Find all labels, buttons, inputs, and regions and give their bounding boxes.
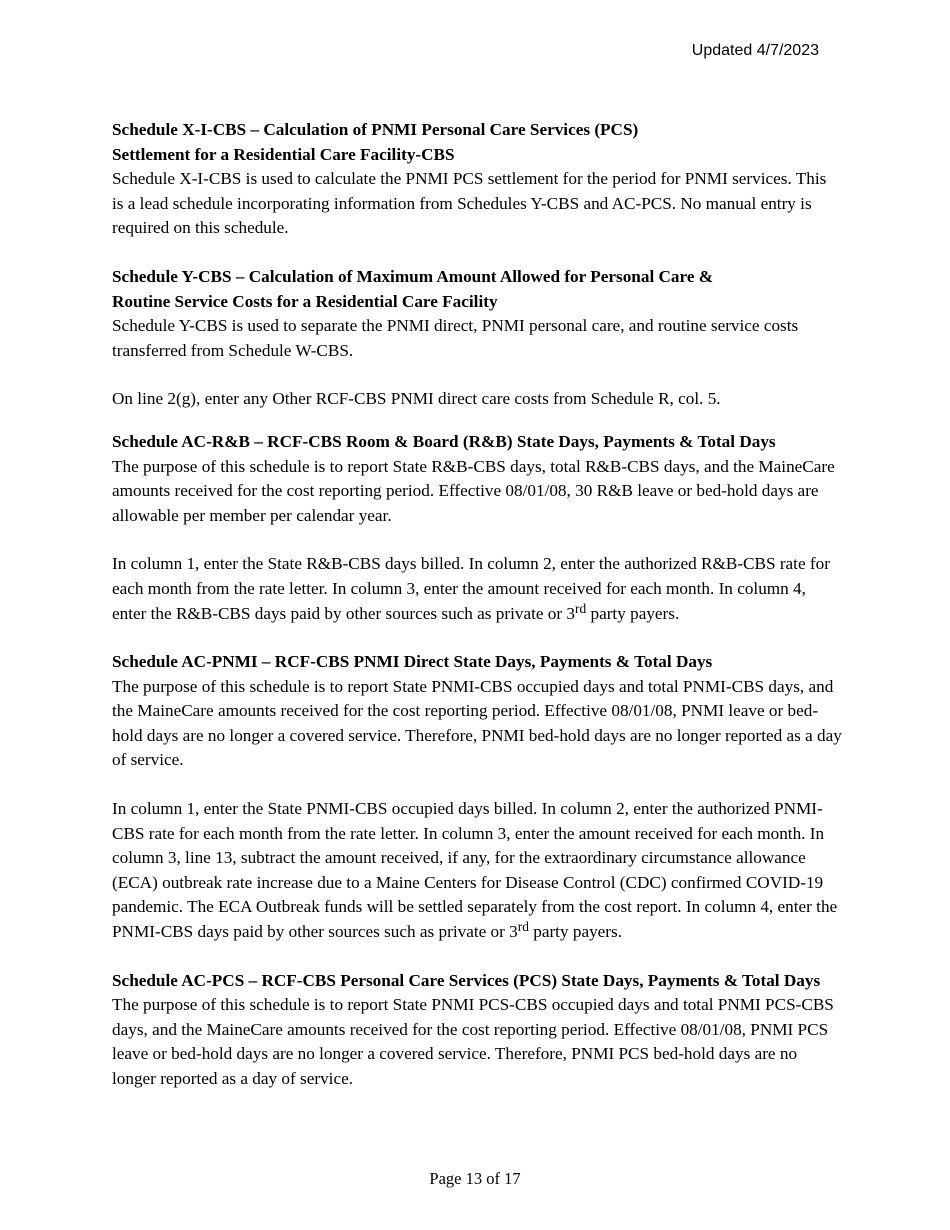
line-2g-paragraph: On line 2(g), enter any Other RCF-CBS PNMI direct care costs from Schedule R, col. 5. <box>112 389 721 409</box>
page-number: Page 13 of 17 <box>429 1169 521 1188</box>
section-body: Schedule Y-CBS is used to separate the PNMI direct, PNMI personal care, and routine service costs transferred from Schedule W-CBS. <box>112 316 799 360</box>
section-heading: Schedule Y-CBS – Calculation of Maximum Amount Allowed for Personal Care & Routine Service Costs for a Residential Care Facility <box>112 266 714 311</box>
section-body: The purpose of this schedule is to report State PNMI-CBS occupied days and total PNMI-CBS days, and the MaineCare amounts received for the cost reporting period. Effective 08/01/08, PNMI leave or bed- hold days are no longer a covered service. Therefore, PNMI bed-hold days are no longer reported as a day of service. <box>112 676 842 770</box>
section-schedule-ac-rb <box>112 430 842 528</box>
section-heading: Schedule AC-R&B – RCF-CBS Room & Board (R&B) State Days, Payments & Total Days <box>112 431 776 451</box>
section-schedule-ac-pcs <box>112 969 842 1092</box>
columns-paragraph: In column 1, enter the State PNMI-CBS occupied days billed. In column 2, enter the authorized PNMI- CBS rate for each month from the rate letter. In column 3, enter the amount received for each month. In column 3, line 13, subtract the amount received, if any, for the extraordinary circumstance allowance (ECA) outbreak rate increase due to a Maine Centers for Disease Control (CDC) confirmed COVID-19 pandemic. The ECA Outbreak funds will be settled separately from the cost report. In column 4, enter the PNMI-CBS days paid by other sources such as private or 3rd party payers. <box>112 799 838 942</box>
section-body: Schedule AC-PCS – RCF-CBS Personal Care Services (PCS) State Days, Payments & Total Days The purpose of this schedule is to report State PNMI PCS-CBS occupied days and total PNMI PCS-CBS days, and the MaineCare amounts received for the cost reporting period. Effective 08/01/08, PNMI PCS leave or bed-hold days are no longer a covered service. Therefore, PNMI PCS bed-hold days are no longer reported as a day of service. <box>112 970 834 1088</box>
section-schedule-y-cbs <box>112 265 842 363</box>
section-ac-pnmi-columns <box>112 797 842 945</box>
document-body <box>112 118 842 1116</box>
section-heading: Schedule AC-PNMI – RCF-CBS PNMI Direct State Days, Payments & Total Days <box>112 652 713 672</box>
section-body: The purpose of this schedule is to report State R&B-CBS days, total R&B-CBS days, and the MaineCare amounts received for the cost reporting period. Effective 08/01/08, 30 R&B leave or bed-hold days are allowable per member per calendar year. <box>112 456 835 525</box>
section-line-2g <box>112 387 842 412</box>
updated-date: Updated 4/7/2023 <box>691 42 819 59</box>
section-body: Schedule X-I-CBS is used to calculate the PNMI PCS settlement for the period for PNMI services. This is a lead schedule incorporating information from Schedules Y-CBS and AC-PCS. No manual entry is required on this schedule. <box>112 169 827 238</box>
section-heading: Schedule AC-PCS – RCF-CBS Personal Care Services (PCS) State Days, Payments & Total Days <box>112 970 821 990</box>
columns-paragraph: In column 1, enter the State R&B-CBS days billed. In column 2, enter the authorized R&B-CBS rate for each month from the rate letter. In column 3, enter the amount received for each month. In column 4, enter the R&B-CBS days paid by other sources such as private or 3rd party payers. <box>112 554 830 623</box>
section-heading: Schedule X-I-CBS – Calculation of PNMI Personal Care Services (PCS) Settlement for a Residential Care Facility-CBS <box>112 120 639 164</box>
section-schedule-ac-pnmi <box>112 650 842 773</box>
section-ac-rb-columns <box>112 552 842 626</box>
section-schedule-x-i-cbs <box>112 118 842 241</box>
